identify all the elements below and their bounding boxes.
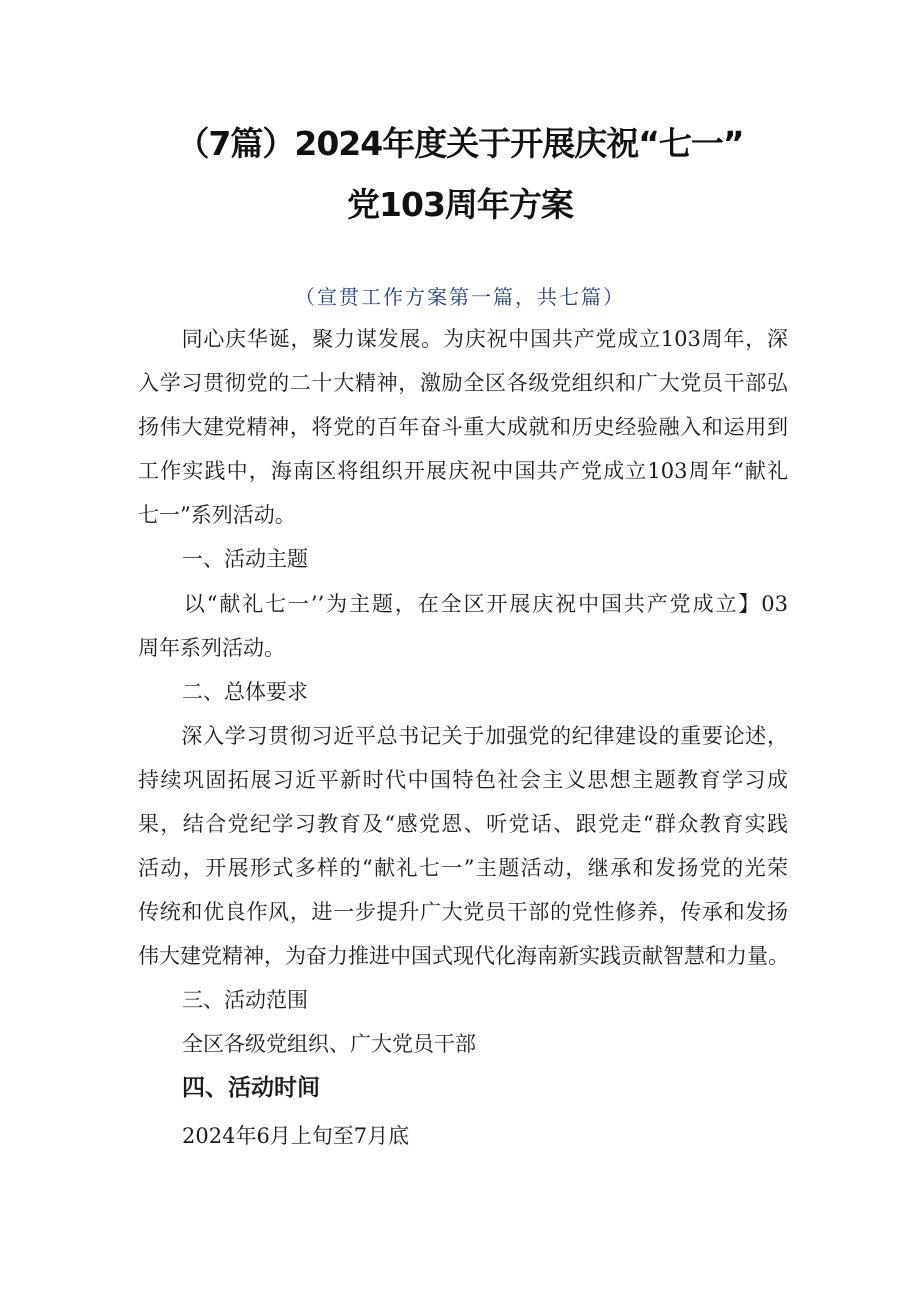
section-1-line: 周年系列活动。	[138, 636, 285, 660]
document-title-line-1: （7篇）2024年度关于开展庆祝“七一”	[176, 124, 744, 163]
section-2-line: 活动，开展形式多样的“献礼七一”主题活动，继承和发扬党的光荣	[138, 856, 788, 880]
section-2-line: 深入学习贯彻习近平总书记关于加强党的纪律建设的重要论述，	[138, 724, 788, 748]
section-1-line: 以“献礼七一’’为主题，在全区开展庆祝中国共产党成立】03	[138, 592, 788, 616]
intro-line: 工作实践中，海南区将组织开展庆祝中国共产党成立103周年“献礼	[138, 459, 788, 483]
section-3-line: 全区各级党组织、广大党员干部	[182, 1032, 476, 1056]
intro-line: 入学习贯彻党的二十大精神，激励全区各级党组织和广大党员干部弘	[138, 371, 788, 395]
section-2-line: 持续巩固拓展习近平新时代中国特色社会主义思想主题教育学习成	[138, 768, 788, 792]
section-4-line: 2024年6月上旬至7月底	[182, 1124, 410, 1148]
section-2-line: 果，结合党纪学习教育及“感党恩、听党话、跟党走“群众教育实践	[138, 812, 788, 836]
section-2-line: 伟大建党精神，为奋力推进中国式现代化海南新实践贡献智慧和力量。	[138, 944, 788, 968]
document-title-line-2: 党103周年方案	[347, 185, 573, 224]
section-4-heading: 四、活动时间	[182, 1075, 320, 1101]
intro-line: 七一”系列活动。	[138, 503, 296, 527]
section-2-heading: 二、总体要求	[182, 680, 308, 704]
section-3-heading: 三、活动范围	[182, 988, 308, 1012]
intro-line: 同心庆华诞，聚力谋发展。为庆祝中国共产党成立103周年，深	[138, 327, 788, 351]
section-2-line: 传统和优良作风，进一步提升广大党员干部的党性修养，传承和发扬	[138, 900, 788, 924]
section-1-heading: 一、活动主题	[182, 547, 308, 571]
document-subtitle: （宣贯工作方案第一篇，共七篇）	[295, 285, 625, 309]
intro-line: 扬伟大建党精神，将党的百年奋斗重大成就和历史经验融入和运用到	[138, 415, 788, 439]
